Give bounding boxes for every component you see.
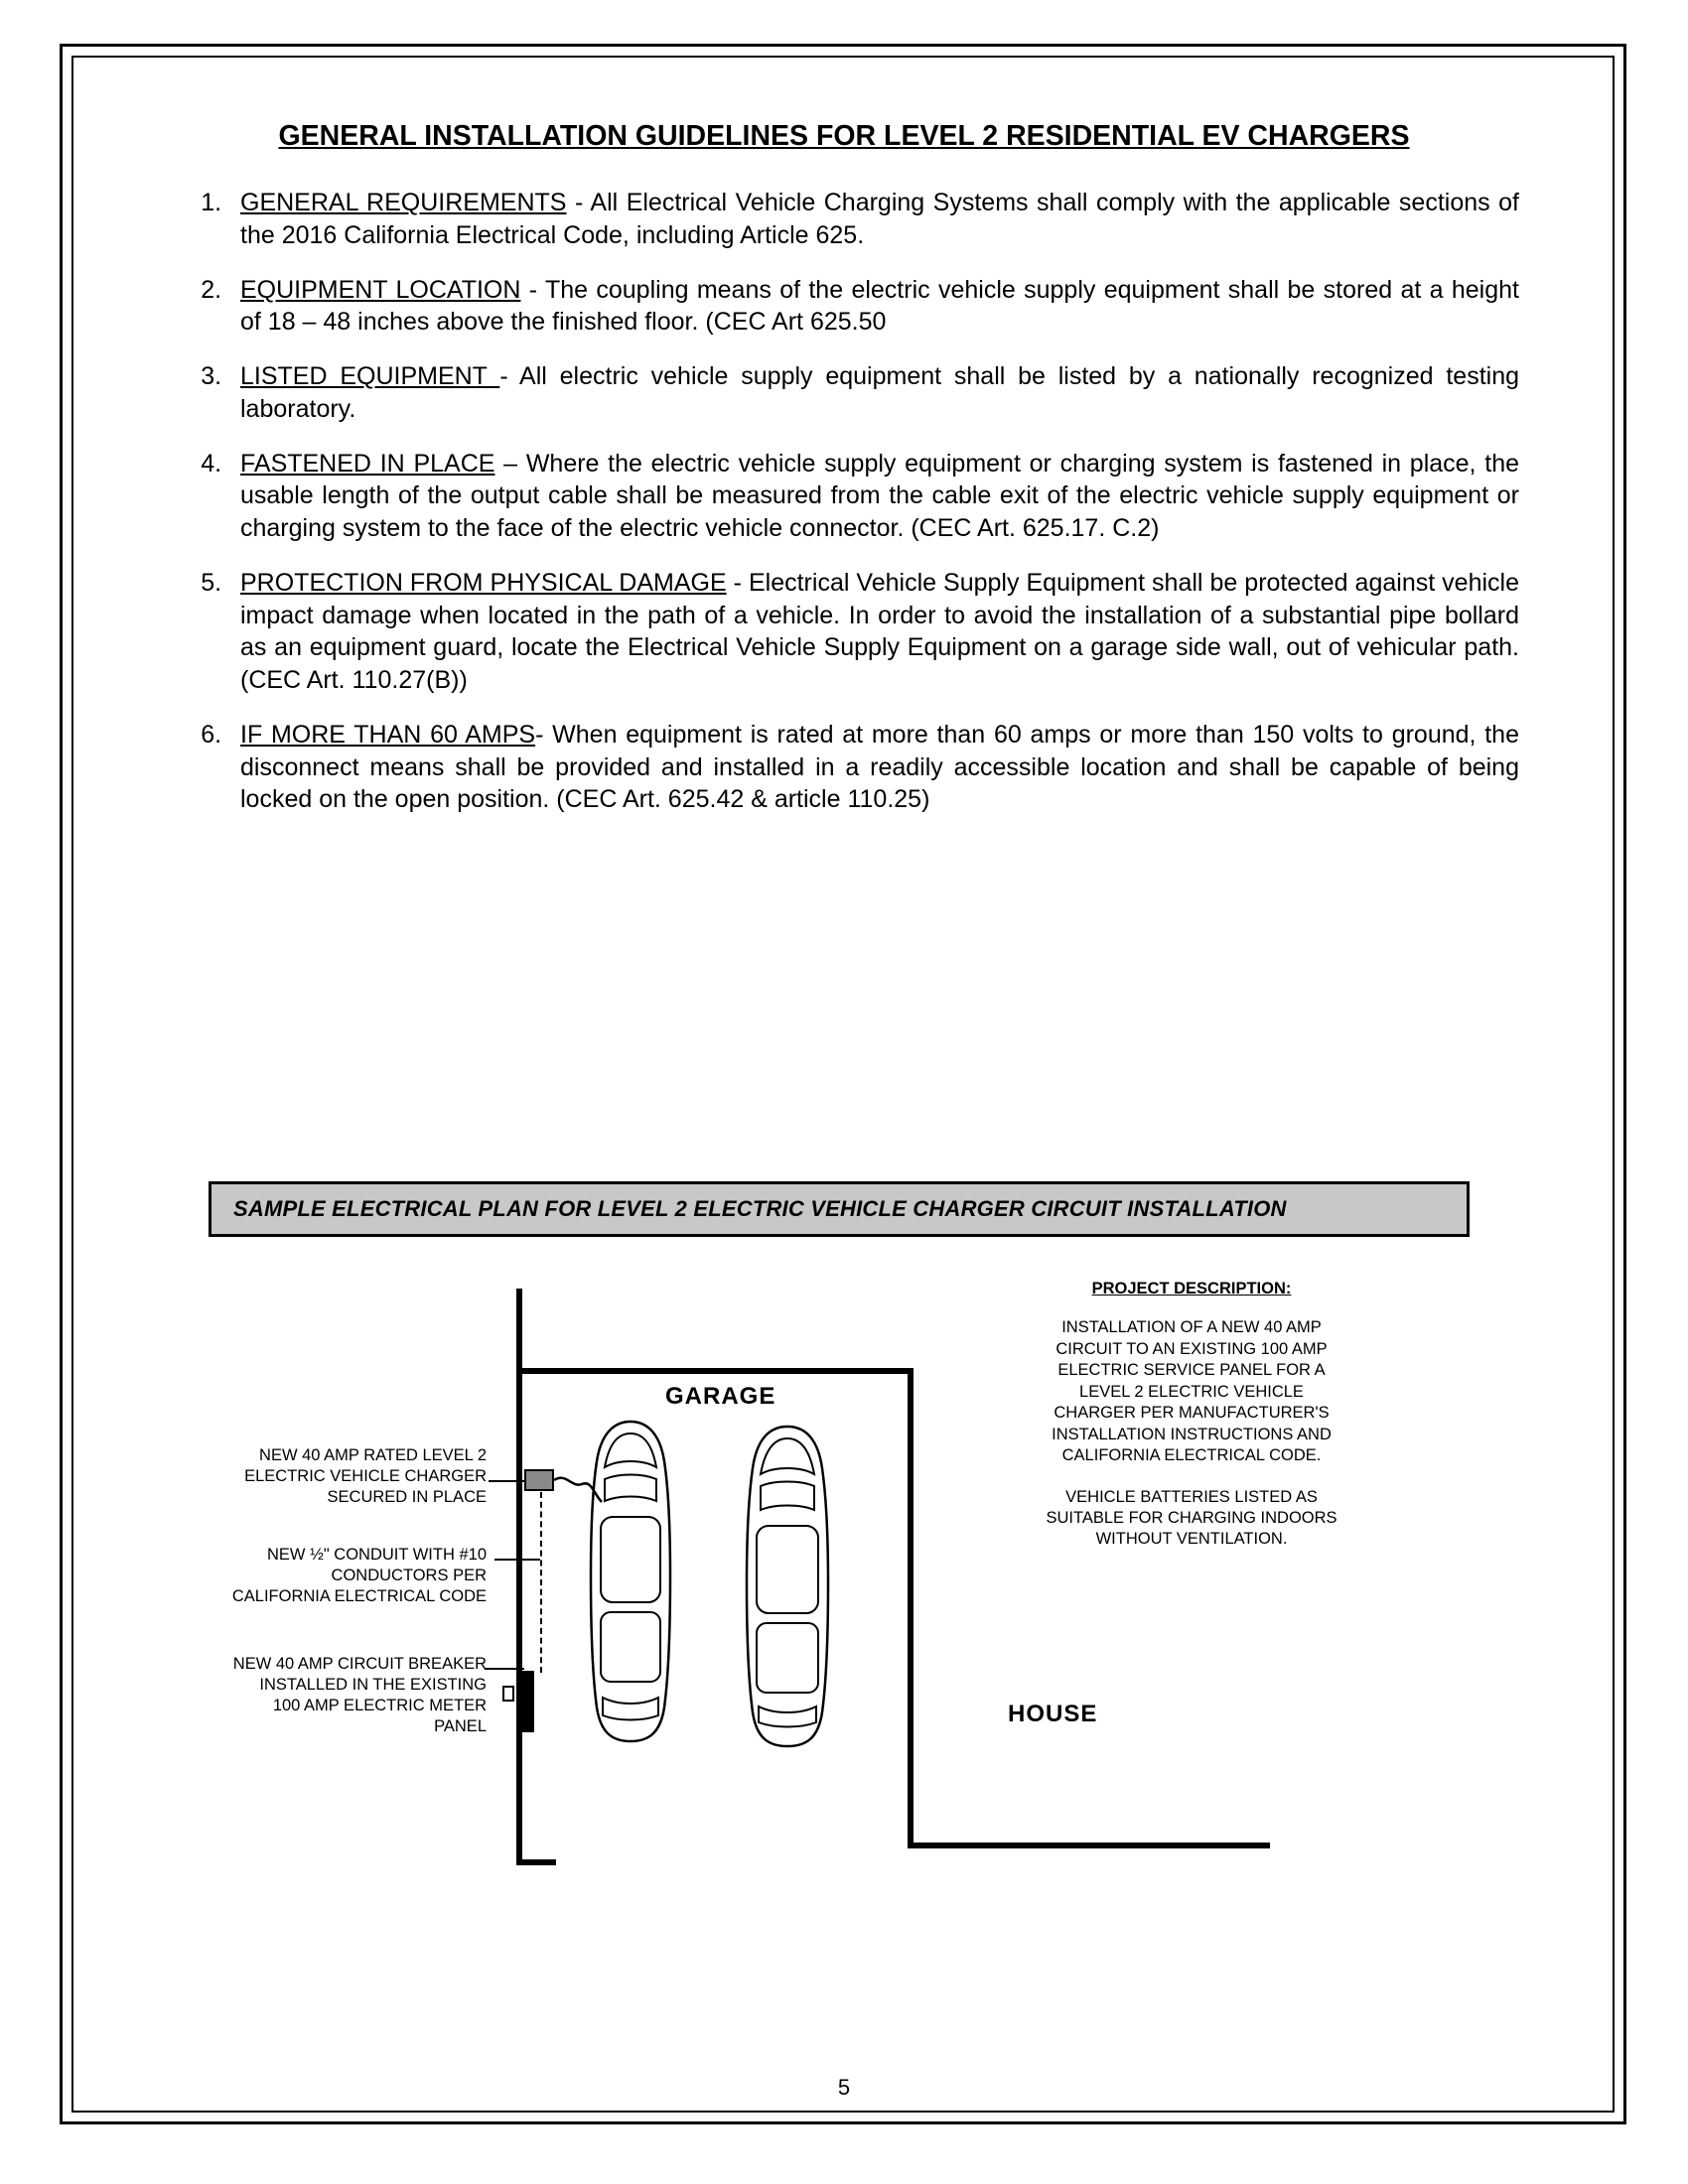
guideline-lead: FASTENED IN PLACE [240, 449, 495, 478]
page-number: 5 [837, 2075, 851, 2100]
guideline-body: - All electric vehicle supply equipment shall be listed by a nationally recognized testing laboratory. [240, 362, 1519, 423]
project-description-paragraph: INSTALLATION OF A NEW 40 AMP CIRCUIT TO AN EXISTING 100 AMP ELECTRIC SERVICE PANEL FOR A LEVEL 2 ELECTRIC VEHICLE CHARGER PER MANUFACTURER'S INSTALLATION INSTRUCTIONS AND CALIFORNIA ELECTRICAL CODE. [1052, 1318, 1332, 1465]
breaker-icon [502, 1686, 514, 1702]
list-item [228, 360, 1519, 426]
ev-charger-icon [524, 1469, 554, 1491]
callout-leader-line [485, 1668, 524, 1670]
guideline-lead: IF MORE THAN 60 AMPS [240, 720, 536, 749]
electrical-plan-drawing [169, 1279, 1559, 1934]
project-description-title: PROJECT DESCRIPTION: [1091, 1280, 1292, 1297]
list-item [228, 448, 1519, 545]
callout-leader-line [489, 1480, 524, 1482]
page-title: GENERAL INSTALLATION GUIDELINES FOR LEVEL 2 RESIDENTIAL EV CHARGERS [278, 120, 1410, 152]
charging-cord-icon [552, 1462, 612, 1527]
list-item [228, 274, 1519, 340]
list-item [228, 719, 1519, 816]
list-item [228, 187, 1519, 252]
sample-plan-banner: SAMPLE ELECTRICAL PLAN FOR LEVEL 2 ELECTRIC VEHICLE CHARGER CIRCUIT INSTALLATION [209, 1181, 1470, 1237]
guideline-body: - Electrical Vehicle Supply Equipment shall be protected against vehicle impact damage when located in the path of a vehicle. In order to avoid the installation of a substantial pipe bollard as an equipment guard, locate the Electrical Vehicle Supply Equipment on a garage side wall, out of vehicular path. (CEC Art. 110.27(B)) [240, 568, 1520, 695]
conduit-line [540, 1492, 542, 1673]
garage-left-wall [516, 1289, 522, 1864]
guideline-lead: PROTECTION FROM PHYSICAL DAMAGE [240, 568, 727, 597]
guideline-lead: EQUIPMENT LOCATION [240, 275, 521, 304]
list-item [228, 567, 1519, 697]
guideline-body: - When equipment is rated at more than 60 amps or more than 150 volts to ground, the disconnect means shall be provided and installed in a readily accessible location and shall be capable of being locked on the open position. (CEC Art. 625.42 & article 110.25) [240, 720, 1519, 814]
sample-plan-section [129, 1181, 1559, 1934]
car-icon [723, 1423, 842, 1750]
document-body [129, 119, 1559, 838]
house-bottom-wall [908, 1843, 1270, 1848]
callout-leader-line [494, 1559, 540, 1561]
callout-breaker: NEW 40 AMP CIRCUIT BREAKER INSTALLED IN THE EXISTING 100 AMP ELECTRIC METER PANEL [232, 1655, 487, 1736]
callout-charger: NEW 40 AMP RATED LEVEL 2 ELECTRIC VEHICLE CHARGER SECURED IN PLACE [244, 1446, 487, 1507]
project-description [1043, 1279, 1340, 1570]
guideline-body: - All Electrical Vehicle Charging Systems shall comply with the applicable sections of the 2016 California Electrical Code, including Article 625. [240, 189, 1519, 249]
house-label: HOUSE [1008, 1701, 1098, 1727]
garage-label: GARAGE [665, 1383, 776, 1410]
guidelines-list [129, 187, 1559, 816]
guideline-body: - The coupling means of the electric vehicle supply equipment shall be stored at a height of 18 – 48 inches above the finished floor. (CEC Art 625.50 [240, 275, 1519, 337]
garage-right-wall [908, 1368, 914, 1848]
guideline-lead: LISTED EQUIPMENT [240, 362, 500, 391]
guideline-lead: GENERAL REQUIREMENTS [240, 189, 567, 217]
garage-bottom-wall-stub [516, 1859, 556, 1865]
electric-meter-panel-icon [518, 1671, 534, 1732]
garage-top-wall [516, 1368, 914, 1374]
project-description-paragraph: VEHICLE BATTERIES LISTED AS SUITABLE FOR CHARGING INDOORS WITHOUT VENTILATION. [1046, 1487, 1337, 1549]
guideline-body: – Where the electric vehicle supply equipment or charging system is fastened in place, the usable length of the output cable shall be measured from the cable exit of the electric vehicle supply equipment or charging system to the face of the electric vehicle connector. (CEC Art. 625.17. C.2) [240, 449, 1519, 543]
callout-conduit: NEW ½" CONDUIT WITH #10 CONDUCTORS PER CALIFORNIA ELECTRICAL CODE [231, 1546, 487, 1606]
